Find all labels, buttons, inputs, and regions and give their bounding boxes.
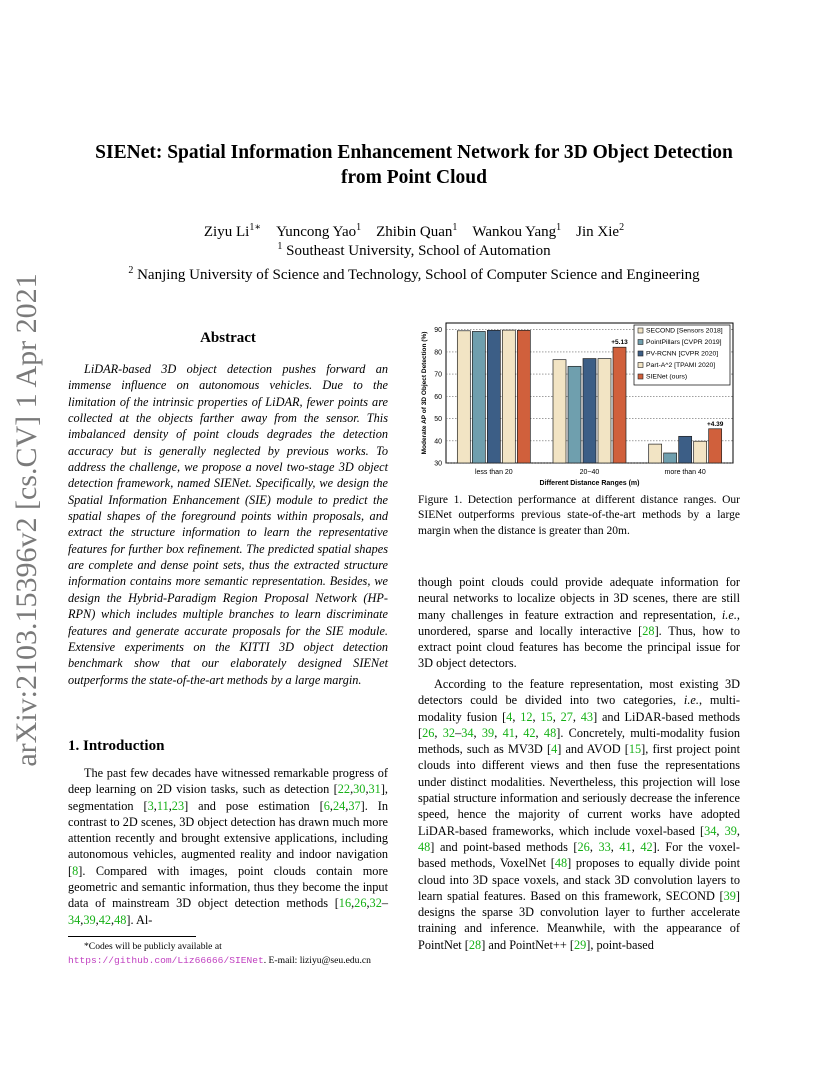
x-axis-label: Different Distance Ranges (m)	[539, 480, 640, 487]
y-tick-label: 80	[434, 349, 442, 357]
citation-link[interactable]: 26	[354, 896, 367, 911]
affiliation-mark: 2	[128, 265, 134, 276]
citation-link[interactable]: 42	[640, 839, 653, 854]
citation-link[interactable]: 41	[502, 725, 515, 740]
citation-link[interactable]: 26	[577, 839, 590, 854]
y-tick-label: 90	[434, 327, 442, 335]
author-name: Wankou Yang	[472, 224, 557, 240]
legend-swatch	[638, 340, 643, 345]
citation-link[interactable]: 22	[337, 782, 351, 797]
affiliation-list	[60, 237, 768, 285]
improvement-annotation: +4.39	[706, 420, 724, 428]
citation-link[interactable]: 37	[348, 798, 361, 813]
footnote-rule	[68, 936, 196, 937]
citation-link[interactable]: 30	[353, 782, 366, 797]
figure-1-chart	[418, 315, 740, 490]
author-name: Zhibin Quan	[376, 224, 453, 240]
introduction-heading: 1. Introduction	[68, 738, 165, 754]
citation-link[interactable]: 4	[506, 709, 513, 724]
citation-link[interactable]: 31	[368, 782, 381, 797]
citation-link[interactable]: 34	[704, 823, 717, 838]
paper-title	[60, 140, 768, 190]
citation-link[interactable]: 27	[560, 709, 573, 724]
bar	[517, 330, 530, 463]
citation-link[interactable]: 48	[418, 839, 431, 854]
legend-label: PV-RCNN [CVPR 2020]	[646, 350, 719, 358]
title-line-2: from Point Cloud	[341, 167, 487, 188]
citation-link[interactable]: 32	[442, 725, 456, 740]
citation-link[interactable]: 33	[598, 839, 611, 854]
footnote	[68, 940, 393, 968]
legend-swatch	[638, 363, 643, 368]
citation-link[interactable]: 16	[338, 896, 352, 911]
y-tick-label: 30	[434, 460, 442, 468]
author-affiliation-mark: 2	[619, 222, 625, 233]
bar	[583, 359, 596, 463]
affiliation-mark: 1	[277, 241, 283, 252]
citation-link[interactable]: 24	[332, 798, 346, 813]
citation-link[interactable]: 32	[369, 896, 382, 911]
x-tick-label: more than 40	[664, 469, 706, 476]
legend-label: Part-A^2 [TPAMI 2020]	[646, 362, 716, 369]
bar	[613, 347, 626, 463]
legend-swatch	[638, 328, 643, 333]
citation-link[interactable]: 39	[481, 725, 495, 740]
author-affiliation-mark: 1	[356, 222, 362, 233]
affiliation: $^1$ Southeast University, School of Automation	[277, 241, 551, 259]
y-tick-label: 70	[434, 371, 442, 379]
x-tick-label: less than 20	[474, 469, 513, 476]
citation-link[interactable]: 42	[98, 912, 112, 927]
citation-link[interactable]: 39	[723, 888, 736, 903]
citation-link[interactable]: 28	[468, 937, 482, 952]
arxiv-identifier: arXiv:2103.15396v2 [cs.CV] 1 Apr 2021	[10, 273, 43, 767]
code-link[interactable]: https://github.com/Liz66666/SIENet	[68, 955, 264, 966]
improvement-annotation: +5.13	[611, 339, 628, 347]
citation-link[interactable]: 26	[422, 725, 435, 740]
bar	[568, 366, 581, 463]
citation-link[interactable]: 23	[171, 798, 185, 813]
bar	[457, 331, 470, 463]
citation-link[interactable]: 6	[323, 798, 330, 813]
legend-label: PointPillars [CVPR 2019]	[646, 339, 722, 346]
bar-chart	[418, 315, 740, 490]
author-affiliation-mark: 1∗	[249, 222, 262, 233]
citation-link[interactable]: 15	[628, 742, 642, 757]
citation-link[interactable]: 28	[642, 623, 655, 638]
y-axis-label: Moderate AP of 3D Object Detection (%)	[421, 331, 428, 455]
citation-link[interactable]: 34	[461, 725, 474, 740]
italic-text: i.e.	[721, 607, 737, 622]
legend-swatch	[638, 374, 643, 379]
affiliation: $^2$ Nanjing University of Science and Technology, School of Computer Science and Engineering	[128, 265, 700, 283]
citation-link[interactable]: 42	[523, 725, 536, 740]
abstract-heading: Abstract	[200, 330, 256, 346]
author-affiliation-mark: 1	[452, 222, 458, 233]
right-paragraph-2: According to the feature representation, most existing 3D detectors could be divided into two categories, i.e., multi-modality fusion [4, 12, 15, 27, 43] and LiDAR-based methods [26, 32–34, 39, 41, 42, 48]. Concretely, multi-modality fusion methods, such as MV3D [4] and AVOD [15], first project point clouds into different views and then fuse the representations under distinct modalities. Nevertheless, this projection will lose spatial structure information and seriously decrease the inference speed, hence the majority of current works have adopted LiDAR-based frameworks, which include voxel-based [34, 39, 48] and point-based methods [26, 33, 41, 42]. For the voxel-based methods, VoxelNet [48] proposes to equally divide point cloud into 3D space voxels, and stack 3D convolution layers to learn spatial features. Based on this framework, SECOND [39] designs the sparse 3D convolution layer to further accelerate training and inference. Meanwhile, with the appearance of PointNet [28] and PointNet++ [29], point-based	[418, 677, 741, 952]
citation-link[interactable]: 48	[114, 912, 127, 927]
citation-link[interactable]: 34	[68, 912, 81, 927]
y-tick-label: 50	[434, 416, 442, 424]
citation-link[interactable]: 39	[724, 823, 737, 838]
x-tick-label: 20~40	[579, 469, 600, 476]
bar	[598, 359, 611, 463]
bar	[553, 360, 566, 463]
author-name: Jin Xie	[576, 224, 620, 240]
figure-caption: Figure 1. Detection performance at different distance ranges. Our SIENet outperforms previous state-of-the-art methods by a large margin when the distance is greater than 20m.	[418, 494, 740, 537]
bar	[664, 453, 677, 463]
citation-link[interactable]: 39	[83, 912, 96, 927]
citation-link[interactable]: 48	[554, 856, 568, 871]
bar	[694, 441, 707, 463]
bar	[502, 330, 515, 463]
legend-label: SECOND [Sensors 2018]	[646, 327, 723, 335]
citation-link[interactable]: 11	[156, 798, 169, 813]
footnote-prefix: *Codes will be publicly available at	[84, 941, 222, 952]
author-name: Yuncong Yao	[276, 224, 357, 240]
citation-link[interactable]: 8	[72, 863, 79, 878]
y-tick-label: 40	[434, 438, 442, 446]
title-line-1: SIENet: Spatial Information Enhancement Network for 3D Object Detection	[95, 142, 733, 163]
abstract-text: LiDAR-based 3D object detection pushes forward an immense influence on autonomous vehicles. Due to the limitation of the intrinsic properties of LiDAR, fewer points are collected at the objects farther away from the sensor. This imbalanced density of point clouds degrades the detection accuracy but is generally neglected by previous works. To address the challenge, we propose a novel two-stage 3D object detection framework, named SIENet. Specifically, we design the Spatial Information Enhancement (SIE) module to predict the spatial shapes of the foreground points within proposals, and extract the structure information to learn the representative features for further box refinement. The predicted spatial shapes are complete and dense point sets, thus the extracted structure information contains more semantic representation. Besides, we design the Hybrid-Paradigm Region Proposal Network (HP-RPN) which includes multiple branches to learn discriminate features and generate accurate proposals for the SIE module. Extensive experiments on the KITTI 3D object detection benchmark show that our elaborately designed SIENet outperforms the state-of-the-art methods by a large margin.	[68, 362, 388, 687]
footnote-suffix: . E-mail: liziyu@seu.edu.cn	[263, 955, 371, 966]
citation-link[interactable]: 43	[580, 709, 594, 724]
bar	[487, 330, 500, 463]
bar	[649, 444, 662, 463]
citation-link[interactable]: 3	[147, 798, 154, 813]
bar	[472, 331, 485, 463]
introduction-text: The past few decades have witnessed remarkable progress of deep learning on 2D vision tasks, such as detection [22,30,31], segmentation [3,11,23] and pose estimation [6,24,37]. In contrast to 2D scenes, 3D object detection has drawn much more attention recently and brought extensive applications, including autonomous vehicles, augmented reality and indoor navigation [8]. Compared with images, point clouds contain more geometric and semantic information, thus they become the input data of mainstream 3D object detection methods [16,26,32–34,39,42,48]. Al-	[68, 766, 388, 927]
legend-swatch	[638, 351, 643, 356]
author-name: Ziyu Li	[203, 224, 250, 240]
citation-link[interactable]: 12	[520, 709, 533, 724]
right-paragraph-1: though point clouds could provide adequate information for neural networks to localize objects in 3D scenes, there are still many challenges in feature extraction and representation, i.e., unordered, sparse and locally interactive [28]. Thus, how to extract point cloud features has become the principal issue for 3D object detectors.	[418, 575, 740, 671]
italic-text: i.e.	[683, 693, 699, 708]
citation-link[interactable]: 29	[573, 937, 587, 952]
bar	[709, 429, 722, 463]
citation-link[interactable]: 15	[540, 709, 553, 724]
citation-link[interactable]: 41	[619, 839, 632, 854]
author-affiliation-mark: 1	[556, 222, 562, 233]
bar	[679, 436, 692, 463]
citation-link[interactable]: 48	[543, 725, 557, 740]
citation-link[interactable]: 4	[551, 742, 558, 757]
legend-label: SIENet (ours)	[646, 373, 688, 381]
y-tick-label: 60	[434, 393, 442, 401]
